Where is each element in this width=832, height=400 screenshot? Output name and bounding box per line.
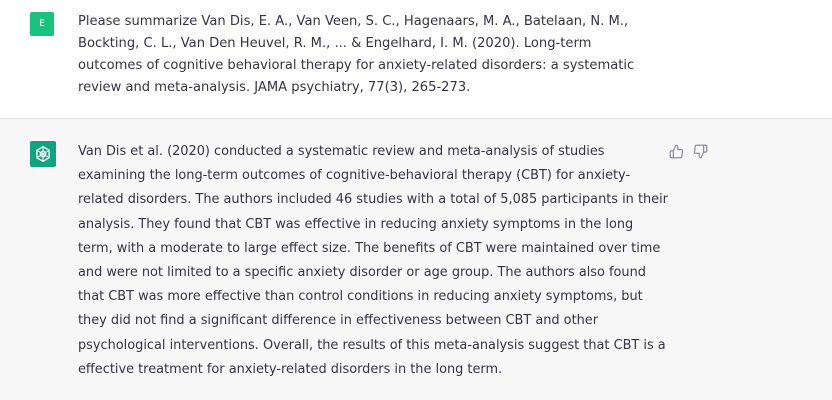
user-message-text: Please summarize Van Dis, E. A., Van Veen, S. C., Hagenaars, M. A., Batelaan, N. M., Bockting, C. L., Van Den Heuvel, R. M., ... & Engelhard, I. M. (2020). Long-term outcomes of cognitive behavioral therapy for anxiety-related disorders: a systematic review and meta-analysis. JAMA psychiatry, 77(3), 265-273. <box>78 14 635 95</box>
assistant-message-text: Van Dis et al. (2020) conducted a systematic review and meta-analysis of studies examining the long-term outcomes of cognitive-behavioral therapy (CBT) for anxiety-related disorders. The authors included 46 studies with a total of 5,085 participants in their analysis. They found that CBT was effective in reducing anxiety symptoms in the long term, with a moderate to large effect size. The benefits of CBT were maintained over time and were not limited to a specific anxiety disorder or age group. The authors also found that CBT was more effective than control conditions in reducing anxiety symptoms, but they did not find a significant difference in effectiveness between CBT and other psychological interventions. Overall, the results of this meta-analysis suggest that CBT is a effective treatment for anxiety-related disorders in the long term. <box>78 144 668 377</box>
feedback-buttons <box>668 143 708 159</box>
assistant-message-row <box>0 119 832 400</box>
user-avatar: E <box>30 12 54 36</box>
thumbs-down-icon[interactable] <box>692 143 708 159</box>
assistant-avatar <box>30 141 56 167</box>
user-message-row <box>0 0 832 119</box>
thumbs-up-icon[interactable] <box>668 143 684 159</box>
